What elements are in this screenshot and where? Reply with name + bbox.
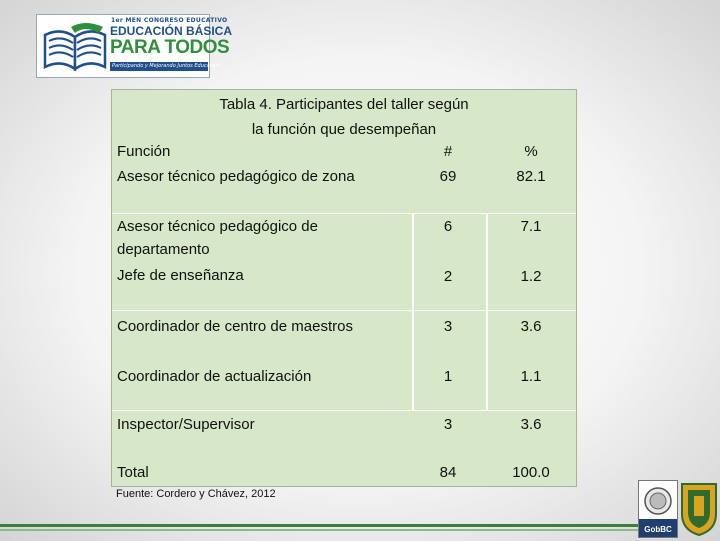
row-divider [112, 213, 576, 214]
table-row-percent: 3.6 [520, 416, 542, 433]
table-row-percent: 82.1 [516, 168, 546, 185]
logo-title-line1: EDUCACIÓN BÁSICA [110, 24, 233, 38]
bottom-stripes [0, 520, 720, 540]
table-row-label: Asesor técnico pedagógico de zona [117, 168, 355, 185]
table-title-line2: la función que desempeñan [251, 121, 437, 138]
table-row-label: Coordinador de centro de maestros [117, 318, 353, 335]
row-divider [112, 310, 576, 311]
government-seal [638, 480, 678, 538]
congress-logo [36, 14, 233, 78]
institution-shield [680, 480, 718, 536]
table-row-percent: 7.1 [520, 218, 542, 235]
header-percent: % [524, 143, 538, 160]
row-divider [112, 410, 576, 411]
table-row-count: 3 [443, 318, 453, 335]
table-row-count: 6 [443, 218, 453, 235]
table-row-count: 2 [443, 268, 453, 285]
book-icon [41, 21, 109, 73]
stripe [0, 524, 640, 527]
seal-caption: GobBC [644, 525, 672, 534]
logo-slogan: Participando y Mejorando Juntos Educación [112, 63, 221, 69]
table-title-line1: Tabla 4. Participantes del taller según [219, 96, 469, 113]
total-label: Total [117, 464, 149, 481]
total-percent: 100.0 [512, 464, 550, 481]
participants-table [111, 89, 577, 487]
logo-title-line2: PARA TODOS [110, 37, 230, 58]
table-row-label: Jefe de enseñanza [117, 267, 244, 284]
table-row-percent: 3.6 [520, 318, 542, 335]
stripe [0, 529, 640, 531]
shield-icon [680, 480, 718, 536]
table-row-label: Coordinador de actualización [117, 368, 312, 385]
source-text: Cordero y Chávez, 2012 [156, 488, 276, 500]
source-label: Fuente: [116, 488, 154, 500]
table-row-count: 69 [439, 168, 457, 185]
table-row-count: 1 [443, 368, 453, 385]
table-row-percent: 1.2 [520, 268, 542, 285]
table-row-count: 3 [443, 416, 453, 433]
table-row-label: Inspector/Supervisor [117, 416, 255, 433]
table-title [112, 92, 576, 142]
table-row-percent: 1.1 [520, 368, 542, 385]
logo-small-text: 1er MEN CONGRESO EDUCATIVO [111, 17, 228, 24]
header-function: Función [117, 143, 171, 160]
state-seal-icon [639, 481, 677, 537]
header-count: # [443, 143, 453, 160]
table-row-label: Asesor técnico pedagógico de departamento [117, 218, 318, 258]
total-count: 84 [439, 464, 457, 481]
source-footnote [116, 488, 276, 500]
